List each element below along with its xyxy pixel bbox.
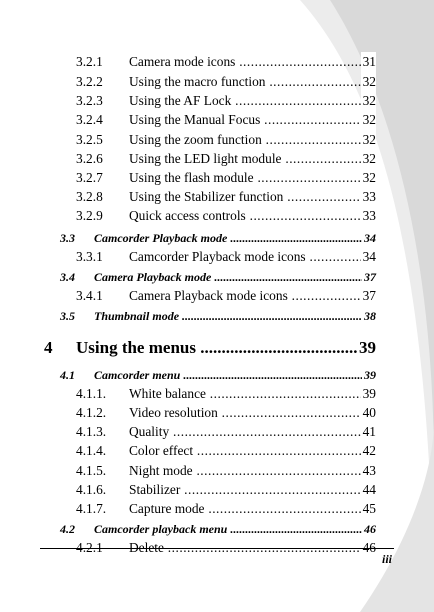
- toc-entry-page: 32: [361, 149, 376, 169]
- toc-entry-title-text: Camera mode icons: [129, 54, 236, 69]
- toc-entry-title: [94, 306, 372, 326]
- toc-entry-title-text: White balance: [129, 386, 206, 401]
- toc-entry-number: 4.1: [60, 368, 75, 382]
- toc-entry-title: [129, 206, 372, 226]
- toc-entry-page: 43: [361, 461, 376, 481]
- toc-entry-title-text: Camcorder playback menu: [94, 522, 228, 536]
- toc-entry-title-text: Quality: [129, 424, 170, 439]
- toc-entry[interactable]: [0, 206, 434, 226]
- toc-entry-page: 42: [361, 441, 376, 461]
- toc-entry-page: 33: [361, 187, 376, 207]
- toc-entry[interactable]: [0, 480, 434, 500]
- toc-entry-title-text: Using the flash module: [129, 170, 254, 185]
- toc-entry[interactable]: [0, 168, 434, 188]
- toc-entry-number: 4.2: [60, 522, 75, 536]
- toc-entry-number: 4.1.3.: [76, 424, 107, 439]
- toc-entry-title: [94, 365, 372, 385]
- toc-entry-page: 32: [361, 168, 376, 188]
- toc-entry-title-text: Thumbnail mode: [94, 309, 180, 323]
- toc-entry-title: [129, 52, 372, 72]
- toc-entry-number: 4.1.4.: [76, 443, 107, 458]
- toc-entry-title-text: Camera Playback mode: [94, 270, 212, 284]
- toc-entry-title-text: Video resolution: [129, 405, 218, 420]
- toc-entry-page: 37: [361, 286, 376, 306]
- toc-entry-title: [129, 286, 372, 306]
- footer-rule: [40, 548, 394, 549]
- toc-entry[interactable]: [0, 286, 434, 306]
- toc-entry-page: 34: [362, 228, 376, 248]
- toc-entry[interactable]: [0, 335, 434, 361]
- footer-page-number: iii: [381, 552, 392, 566]
- toc-entry-title: [129, 72, 372, 92]
- toc-entry-number: 3.2.6: [76, 151, 103, 166]
- toc-entry-page: 39: [361, 384, 376, 404]
- toc-entry-title-text: Color effect: [129, 443, 194, 458]
- toc-entry-number: 3.4.1: [76, 288, 103, 303]
- toc-entry-page: 38: [362, 306, 376, 326]
- toc-entry-number: 4.1.1.: [76, 386, 107, 401]
- toc-entry-page: 39: [362, 365, 376, 385]
- toc-entry-title: [129, 499, 372, 519]
- toc-entry[interactable]: [0, 365, 434, 385]
- toc-entry-page: 32: [361, 72, 376, 92]
- toc-entry[interactable]: [0, 187, 434, 207]
- toc-entry-title-text: Using the AF Lock: [129, 93, 232, 108]
- toc-entry-page: 39: [357, 335, 376, 361]
- toc-entry-page: 33: [361, 206, 376, 226]
- toc-entry-page: 34: [361, 247, 376, 267]
- toc-entry-page: 40: [361, 403, 376, 423]
- toc-entry-number: 3.2.5: [76, 132, 103, 147]
- toc-entry-title: [129, 403, 372, 423]
- toc-entry[interactable]: [0, 461, 434, 481]
- toc-entry-title-text: Stabilizer: [129, 482, 181, 497]
- toc-entry-title-text: Capture mode: [129, 501, 205, 516]
- toc-entry-number: 3.3: [60, 231, 75, 245]
- toc-entry-page: 32: [361, 91, 376, 111]
- toc-entry-number: 3.2.3: [76, 93, 103, 108]
- toc-entry[interactable]: [0, 228, 434, 248]
- toc-entry-title: [129, 130, 372, 150]
- toc-entry-title: [129, 422, 372, 442]
- toc-entry-title: [129, 168, 372, 188]
- toc-entry-title: [129, 149, 372, 169]
- toc-entry-title: [94, 228, 372, 248]
- toc-entry-title: [129, 187, 372, 207]
- toc-entry-number: 4.1.2.: [76, 405, 107, 420]
- toc-entry-number: 3.2.2: [76, 74, 103, 89]
- toc-entry[interactable]: [0, 72, 434, 92]
- toc-entry-title-text: Using the macro function: [129, 74, 266, 89]
- toc-entry-title-text: Quick access controls: [129, 208, 246, 223]
- toc-entry[interactable]: [0, 441, 434, 461]
- toc-entry-title: [94, 267, 372, 287]
- toc-entry-page: 32: [361, 110, 376, 130]
- toc-entry-title-text: Using the Manual Focus: [129, 112, 261, 127]
- toc-entry-number: 3.3.1: [76, 249, 103, 264]
- toc-entry-title-text: Using the menus: [76, 338, 196, 357]
- toc-entry[interactable]: [0, 91, 434, 111]
- toc-entry-title: [129, 461, 372, 481]
- toc-entry-title-text: Using the Stabilizer function: [129, 189, 284, 204]
- toc-entry-page: 37: [362, 267, 376, 287]
- toc-entry-number: 4.1.5.: [76, 463, 107, 478]
- toc-entry-page: 46: [362, 519, 376, 539]
- toc-entry[interactable]: [0, 52, 434, 72]
- toc-entry-number: 4.1.6.: [76, 482, 107, 497]
- toc-entry-page: 45: [361, 499, 376, 519]
- toc-entry[interactable]: [0, 519, 434, 539]
- toc-entry-title: [94, 519, 372, 539]
- toc-entry-page: 31: [361, 52, 376, 72]
- toc-entry-title-text: Night mode: [129, 463, 193, 478]
- toc-entry-title: [129, 480, 372, 500]
- toc-entry[interactable]: [0, 110, 434, 130]
- toc-entry-title-text: Camcorder Playback mode: [94, 231, 228, 245]
- toc-entry[interactable]: [0, 384, 434, 404]
- toc-entry[interactable]: [0, 403, 434, 423]
- toc-entry-number: 3.2.4: [76, 112, 103, 127]
- toc-entry-title: [129, 110, 372, 130]
- toc-entry[interactable]: [0, 247, 434, 267]
- toc-entry-title-text: Using the LED light module: [129, 151, 282, 166]
- toc-entry-title-text: Delete: [129, 540, 164, 555]
- toc-entry-title-text: Camcorder menu: [94, 368, 181, 382]
- toc-entry-number: 3.5: [60, 309, 75, 323]
- toc-entry-title-text: Camera Playback mode icons: [129, 288, 288, 303]
- toc-entry-title: [129, 91, 372, 111]
- toc-entry-number: 3.2.9: [76, 208, 103, 223]
- toc-entry[interactable]: [0, 130, 434, 150]
- toc-entry-number: 4.1.7.: [76, 501, 107, 516]
- toc-entry-title: [76, 335, 372, 361]
- toc-entry[interactable]: [0, 267, 434, 287]
- toc-entry-page: 44: [361, 480, 376, 500]
- toc-entry-page: 32: [361, 130, 376, 150]
- toc-entry-number: 3.2.8: [76, 189, 103, 204]
- toc-entry-title: [129, 441, 372, 461]
- toc-entry-page: 41: [361, 422, 376, 442]
- toc-entry-number: 3.2.1: [76, 54, 103, 69]
- toc-entry-title-text: Using the zoom function: [129, 132, 262, 147]
- toc-entry-title-text: Camcorder Playback mode icons: [129, 249, 306, 264]
- toc-entry-title: [129, 384, 372, 404]
- toc-entry[interactable]: [0, 422, 434, 442]
- toc-entry-number: 3.4: [60, 270, 75, 284]
- toc-entry[interactable]: [0, 149, 434, 169]
- toc-entry-number: 4: [44, 338, 53, 357]
- toc-entry-page: 46: [361, 538, 376, 558]
- toc-entry-number: 4.2.1: [76, 540, 103, 555]
- toc-entry[interactable]: [0, 499, 434, 519]
- toc-entry-number: 3.2.7: [76, 170, 103, 185]
- toc-entry-title: [129, 247, 372, 267]
- toc-entry[interactable]: [0, 306, 434, 326]
